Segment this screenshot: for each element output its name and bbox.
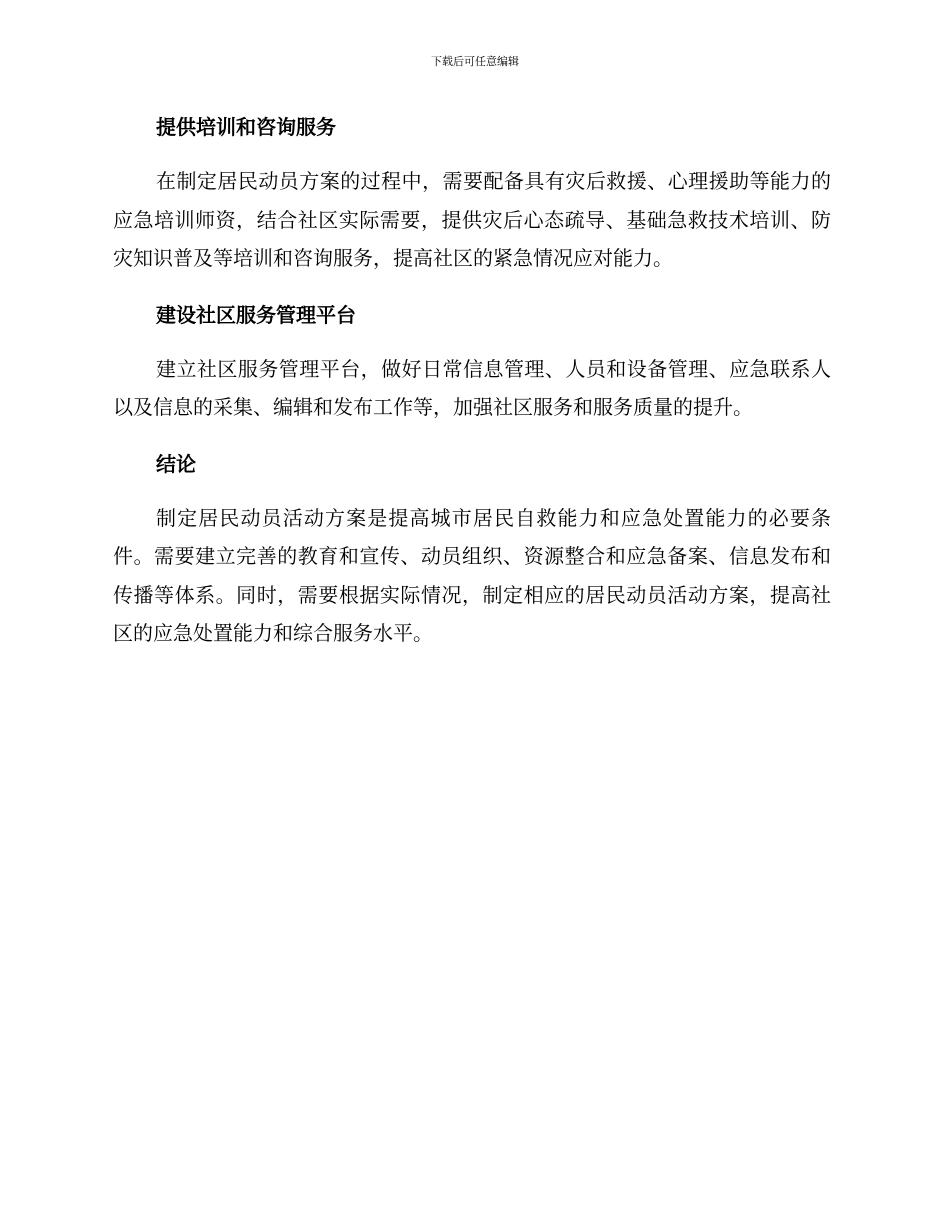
section-heading: 结论 <box>156 451 196 476</box>
document-body <box>113 108 831 653</box>
section-training-consulting <box>113 108 831 278</box>
page-header: 下载后可任意编辑 <box>431 55 519 68</box>
section-heading: 提供培训和咨询服务 <box>156 115 336 139</box>
section-paragraph: 制定居民动员活动方案是提高城市居民自救能力和应急处置能力的必要条件。需要建立完善的教育和宣传、动员组织、资源整合和应急备案、信息发布和传播等体系。同时，需要根据实际情况，制定相应的居民动员活动方案，提高社区的应急处置能力和综合服务水平。 <box>113 505 831 645</box>
section-heading: 建设社区服务管理平台 <box>156 302 356 327</box>
section-paragraph: 在制定居民动员方案的过程中，需要配备具有灾后救援、心理援助等能力的应急培训师资，结合社区实际需要，提供灾后心态疏导、基础急救技术培训、防灾知识普及等培训和咨询服务，提高社区的紧急情况应对能力。 <box>113 169 831 270</box>
section-service-platform <box>113 296 831 427</box>
section-conclusion <box>113 445 831 653</box>
section-paragraph: 建立社区服务管理平台，做好日常信息管理、人员和设备管理、应急联系人以及信息的采集、编辑和发布工作等，加强社区服务和服务质量的提升。 <box>113 356 831 419</box>
